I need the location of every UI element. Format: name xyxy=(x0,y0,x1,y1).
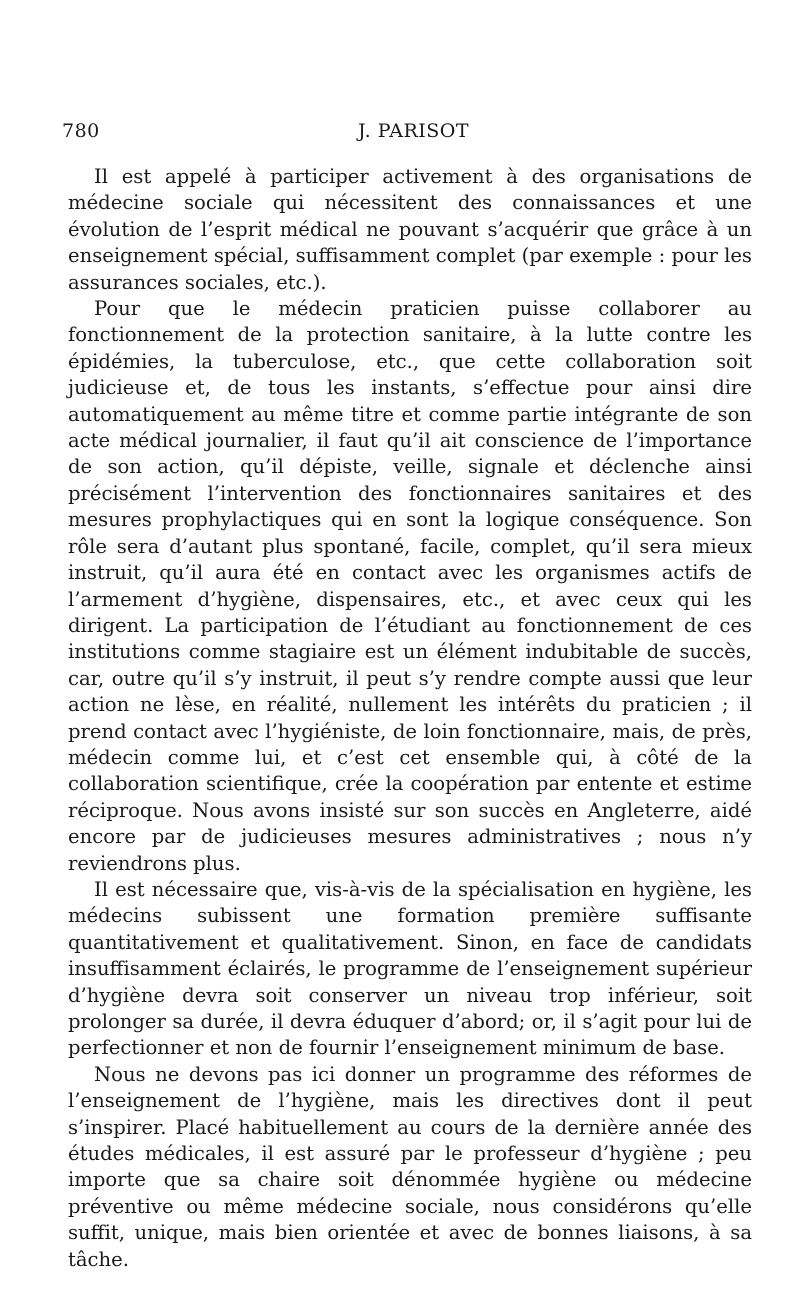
paragraph-1: Il est appelé à participer activement à des organisations de médecine sociale qui nécessitent des connaissances et une évolution de l’esprit médical ne pouvant s’acquérir que grâce à un enseignement spécial, suffisamment complet (par exemple : pour les assurances sociales, etc.). xyxy=(68,165,752,294)
paragraph-3: Il est nécessaire que, vis-à-vis de la spécialisation en hygiène, les médecins subissent une formation première suffisante quantitativement et qualitativement. Sinon, en face de candidats insuffisamment éclairés, le programme de l’enseignement supérieur d’hygiène devra soit conserver un niveau trop inférieur, soit prolonger sa durée, il devra éduquer d’abord; or, il s’agit pour lui de perfectionner et non de fournir l’enseignement minimum de base. xyxy=(68,877,752,1060)
running-title: J. PARISOT xyxy=(358,120,470,142)
paragraph-4: Nous ne devons pas ici donner un programme des réformes de l’enseignement de l’hygiène, mais les directives dont il peut s’inspirer. Placé habituellement au cours de la dernière année des études médicales, il est assuré par le professeur d’hygiène ; peu importe que sa chaire soit dénommée hygiène ou médecine préventive ou même médecine sociale, nous considérons qu’elle suffit, unique, mais bien orientée et avec de bonnes liaisons, à sa tâche. xyxy=(68,1062,752,1271)
page-number: 780 xyxy=(62,120,100,142)
paragraph-2: Pour que le médecin praticien puisse collaborer au fonctionnement de la protection sanitaire, à la lutte contre les épidémies, la tuberculose, etc., que cette collaboration soit judicieuse et, de tous les instants, s’effectue pour ainsi dire automatiquement au même titre et comme partie intégrante de son acte médical journalier, il faut qu’il ait conscience de l’importance de son action, qu’il dépiste, veille, signale et déclenche ainsi précisément l’intervention des fonctionnaires sanitaires et des mesures prophylactiques qui en sont la logique conséquence. Son rôle sera d’autant plus spontané, facile, complet, qu’il sera mieux instruit, qu’il aura été en contact avec les organismes actifs de l’armement d’hygiène, dispensaires, etc., et avec ceux qui les dirigent. La participation de l’étudiant au fonctionnement de ces institutions comme stagiaire est un élément indubitable de succès, car, outre qu’il s’y instruit, il peut s’y rendre compte aussi que leur action ne lèse, en réalité, nullement les intérêts du praticien ; il prend contact avec l’hygiéniste, de loin fonctionnaire, mais, de près, médecin comme lui, et c’est cet ensemble qui, à côté de la collaboration scientifique, crée la coopération par entente et estime réciproque. Nous avons insisté sur son succès en Angleterre, aidé encore par de judicieuses mesures administratives ; nous n’y reviendrons plus. xyxy=(68,297,752,875)
body-text xyxy=(68,164,752,1273)
running-head xyxy=(62,120,750,150)
